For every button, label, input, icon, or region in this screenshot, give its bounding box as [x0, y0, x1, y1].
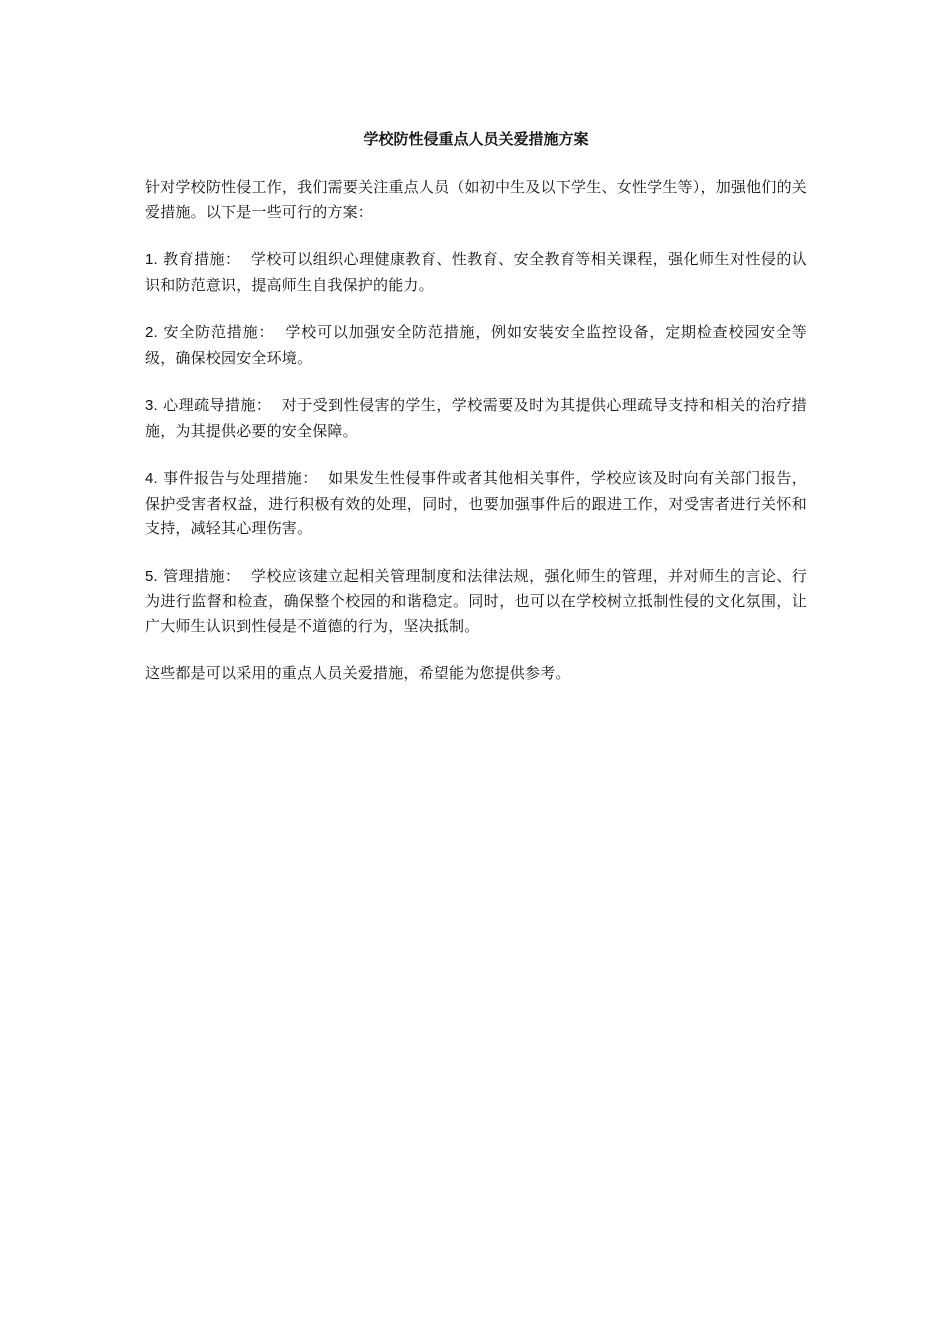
item-heading: 事件报告与处理措施： [163, 469, 318, 487]
item-number: 3. [145, 397, 158, 414]
item-body: 学校可以组织心理健康教育、性教育、安全教育等相关课程，强化师生对性侵的认识和防范意识，提高师生自我保护的能力。 [145, 250, 807, 294]
item-body: 如果发生性侵事件或者其他相关事件，学校应该及时向有关部门报告，保护受害者权益，进行积极有效的处理，同时，也要加强事件后的跟进工作，对受害者进行关怀和支持，减轻其心理伤害。 [145, 469, 807, 537]
intro-paragraph: 针对学校防性侵工作，我们需要关注重点人员（如初中生及以下学生、女性学生等），加强他们的关爱措施。以下是一些可行的方案： [145, 178, 807, 221]
document-page [145, 128, 807, 709]
item-body: 学校应该建立起相关管理制度和法律法规，强化师生的管理，并对师生的言论、行为进行监督和检查，确保整个校园的和谐稳定。同时，也可以在学校树立抵制性侵的文化氛围，让广大师生认识到性侵是不道德的行为，坚决抵制。 [145, 566, 807, 635]
list-item [145, 393, 807, 443]
item-body: 对于受到性侵害的学生，学校需要及时为其提供心理疏导支持和相关的治疗措施，为其提供必要的安全保障。 [145, 396, 808, 440]
item-heading: 教育措施： [163, 250, 241, 268]
list-item [145, 247, 807, 297]
list-item [145, 466, 807, 541]
item-number: 2. [145, 324, 158, 341]
item-number: 1. [145, 251, 158, 268]
item-number: 4. [145, 470, 158, 487]
item-heading: 心理疏导措施： [163, 396, 272, 414]
list-item [145, 320, 807, 370]
item-body: 学校可以加强安全防范措施，例如安装安全监控设备，定期检查校园安全等级，确保校园安全环境。 [145, 323, 808, 367]
item-number: 5. [145, 567, 158, 585]
list-item [145, 564, 807, 639]
closing-paragraph: 这些都是可以采用的重点人员关爱措施，希望能为您提供参考。 [145, 664, 571, 682]
item-heading: 安全防范措施： [163, 323, 275, 341]
item-heading: 管理措施： [163, 566, 241, 585]
document-title: 学校防性侵重点人员关爱措施方案 [363, 130, 589, 148]
